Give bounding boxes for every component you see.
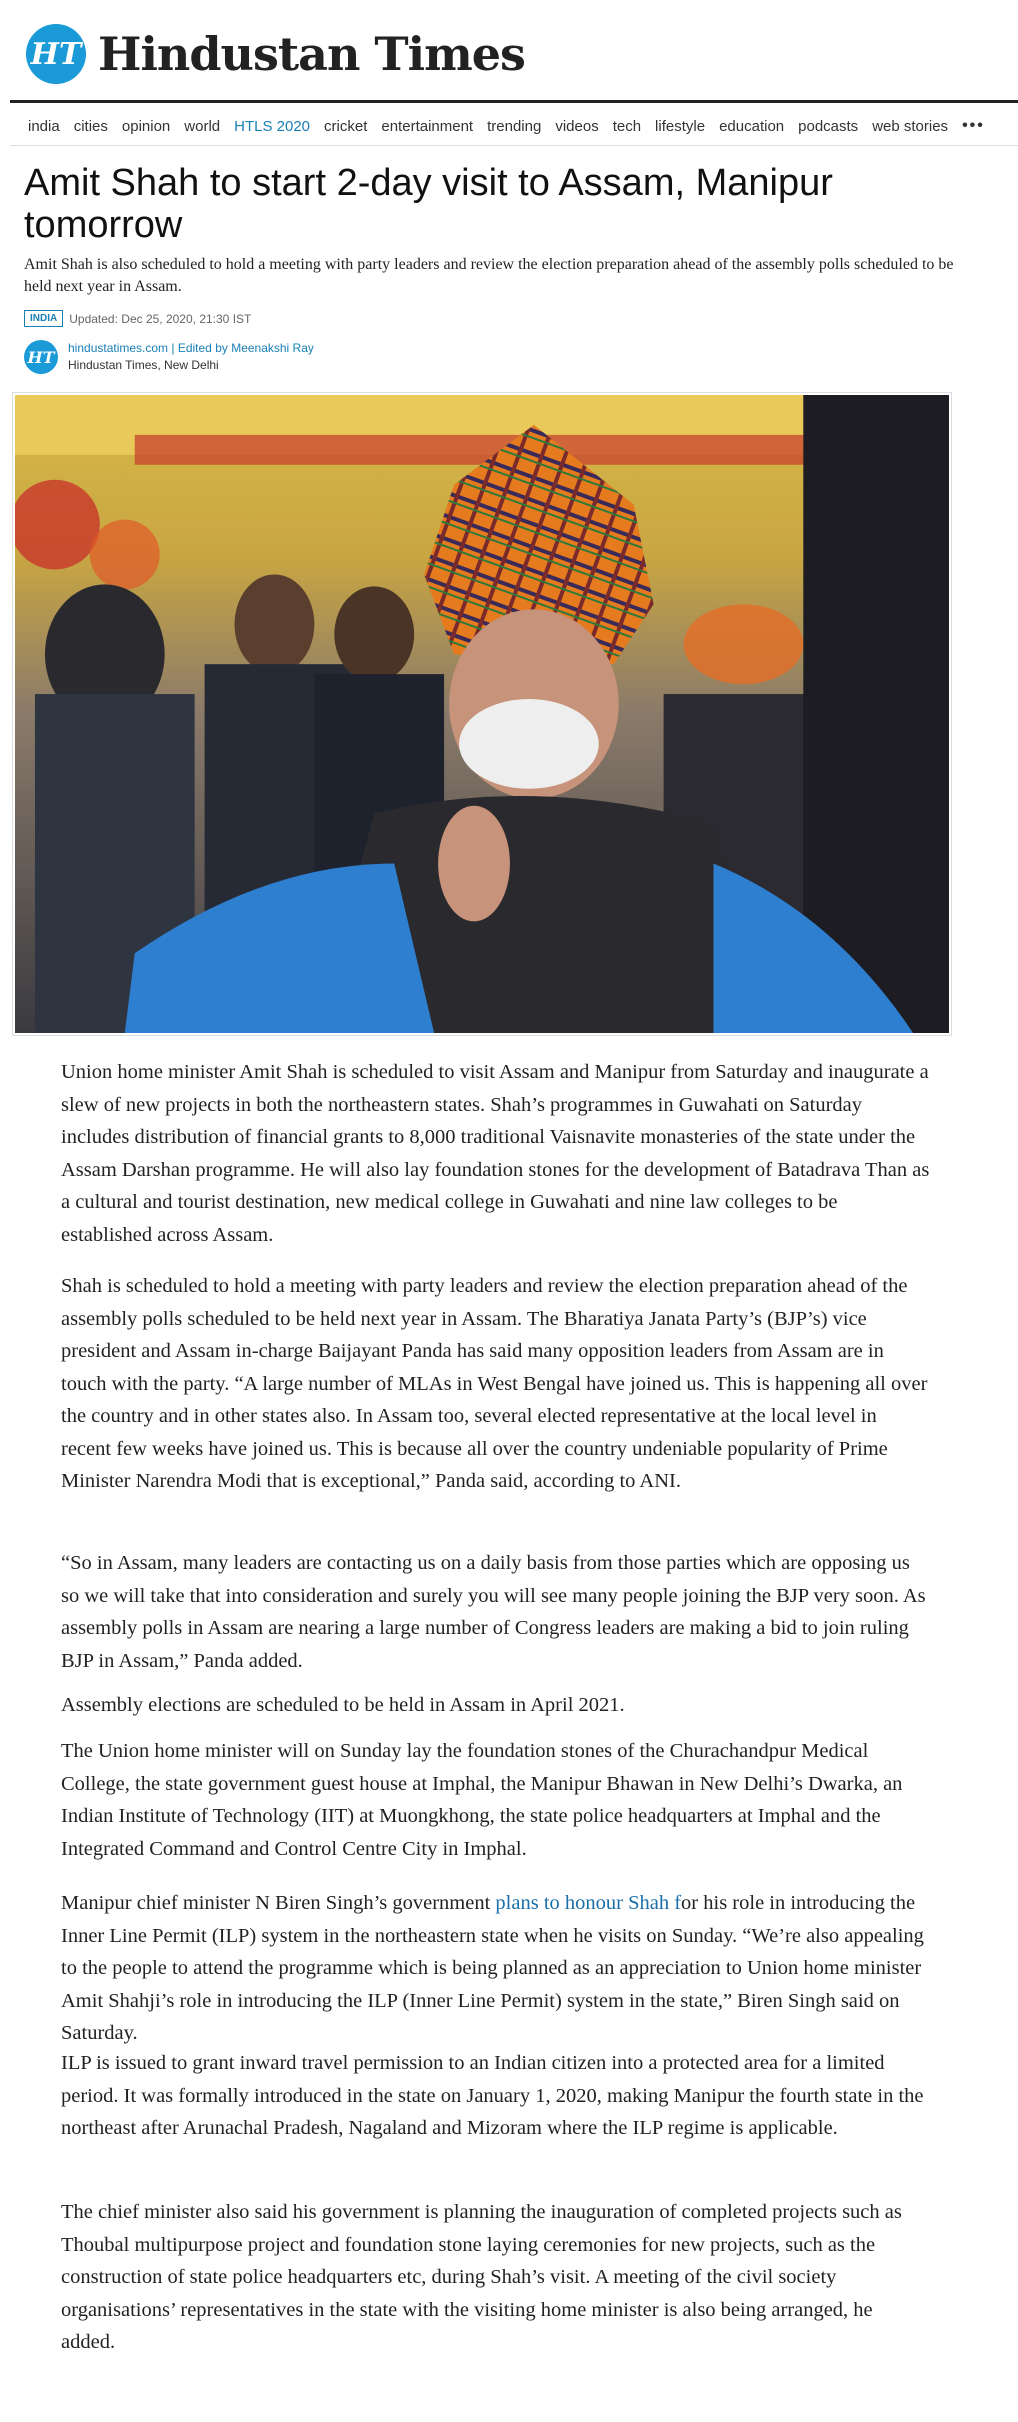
nav-item-trending[interactable]: trending — [487, 117, 542, 135]
logo-wordmark: Hindustan Times — [98, 27, 525, 81]
plans-to-honour-link[interactable]: plans to honour Shah f — [495, 1892, 682, 1914]
article-paragraph: Shah is scheduled to hold a meeting with party leaders and review the election preparation ahead of the assembly polls scheduled to be held next year in Assam. The Bharatiya Janata Party’s (BJP’s) vice president and Assam in-charge Baijayant Panda has said many opposition leaders from Assam are in touch with the party. “A large number of MLAs in West Bengal have joined us. This is happening all over the country and in other states also. In Assam too, several elected representative at the local level in recent few weeks have joined us. This is because all over the country undeniable popularity of Prime Minister Narendra Modi that is exceptional,” Panda said, according to ANI. — [61, 1275, 928, 1492]
nav-item-cities[interactable]: cities — [73, 117, 108, 135]
main-nav — [28, 117, 985, 135]
paragraph-text: or his role in introducing the Inner Line Permit (ILP) system in the northeastern state when he visits on Sunday. “We’re also appealing to the people to attend the programme which is being planned as an appreciation to Union home minister Amit Shahji’s role in introducing the ILP (Inner Line Permit) system in the state,” Biren Singh said on Saturday. — [61, 1892, 924, 2044]
article-paragraph: Union home minister Amit Shah is scheduled to visit Assam and Manipur from Saturday and inaugurate a slew of new projects in both the northeastern states. Shah’s programmes in Guwahati on Saturday includes distribution of financial grants to 8,000 traditional Vaisnavite monasteries of the state under the Assam Darshan programme. He will also lay foundation stones for the development of Batadrava Than as a cultural and tourist destination, new medical college in Guwahati and nine law colleges to be established across Assam. — [61, 1061, 930, 1246]
article-summary: Amit Shah is also scheduled to hold a meeting with party leaders and review the election preparation ahead of the assembly polls scheduled to be held next year in Assam. — [24, 256, 954, 295]
site-header — [0, 0, 1018, 100]
nav-item-education[interactable]: education — [719, 117, 785, 135]
author-block — [24, 340, 314, 374]
article-paragraph: Assembly elections are scheduled to be held in Assam in April 2021. — [61, 1694, 625, 1716]
updated-timestamp: Updated: Dec 25, 2020, 21:30 IST — [69, 311, 252, 326]
article-paragraph: The chief minister also said his government is planning the inauguration of completed projects such as Thoubal multipurpose project and foundation stone laying ceremonies for new projects, such as the construction of state police headquarters etc, during Shah’s visit. A meeting of the civil society organisations’ representatives in the state with the visiting home minister is also being arranged, he added. — [61, 2201, 902, 2353]
hero-image — [12, 392, 952, 1036]
article-paragraph: ILP is issued to grant inward travel permission to an Indian citizen into a protected area for a limited period. It was formally introduced in the state on January 1, 2020, making Manipur the fourth state in the northeast after Arunachal Pradesh, Nagaland and Mizoram where the ILP regime is applicable. — [61, 2052, 924, 2139]
article-meta — [24, 310, 251, 327]
nav-divider — [10, 145, 1018, 146]
more-menu-icon[interactable]: ••• — [962, 117, 985, 134]
section-tag[interactable]: INDIA — [24, 310, 63, 327]
nav-item-cricket[interactable]: cricket — [324, 117, 368, 135]
site-logo[interactable] — [26, 24, 525, 84]
nav-item-lifestyle[interactable]: lifestyle — [655, 117, 706, 135]
hero-photo-illustration — [15, 395, 949, 1033]
nav-item-videos[interactable]: videos — [555, 117, 599, 135]
paragraph-text: Manipur chief minister N Biren Singh’s government — [61, 1892, 496, 1914]
author-logo-icon: HT — [24, 340, 58, 374]
nav-item-podcasts[interactable]: podcasts — [798, 117, 859, 135]
dateline: Hindustan Times, New Delhi — [68, 358, 219, 372]
ht-logo-icon: HT — [26, 24, 86, 84]
nav-item-world[interactable]: world — [184, 117, 221, 135]
article-paragraph: “So in Assam, many leaders are contacting us on a daily basis from those parties which are opposing us so we will take that into consideration and surely you will see many people joining the BJP very soon. As assembly polls in Assam are nearing a large number of Congress leaders are making a bid to join ruling BJP in Assam,” Panda added. — [61, 1552, 926, 1672]
nav-item-india[interactable]: india — [28, 117, 60, 135]
article-paragraph: The Union home minister will on Sunday lay the foundation stones of the Churachandpur Medical College, the state government guest house at Imphal, the Manipur Bhawan in New Delhi’s Dwarka, an Indian Institute of Technology (IIT) at Muongkhong, the state police headquarters at Imphal and the Integrated Command and Control Centre City in Imphal. — [61, 1740, 903, 1860]
article-paragraph — [61, 1887, 931, 2050]
byline[interactable]: hindustatimes.com | Edited by Meenakshi Ray — [68, 341, 314, 355]
header-divider — [10, 100, 1018, 103]
article-headline: Amit Shah to start 2-day visit to Assam, Manipur tomorrow — [24, 162, 833, 246]
nav-item-opinion[interactable]: opinion — [121, 117, 171, 135]
nav-item-entertainment[interactable]: entertainment — [381, 117, 474, 135]
nav-item-htls[interactable]: HTLS 2020 — [234, 117, 311, 135]
nav-item-web-stories[interactable]: web stories — [872, 117, 949, 135]
nav-item-tech[interactable]: tech — [612, 117, 642, 135]
